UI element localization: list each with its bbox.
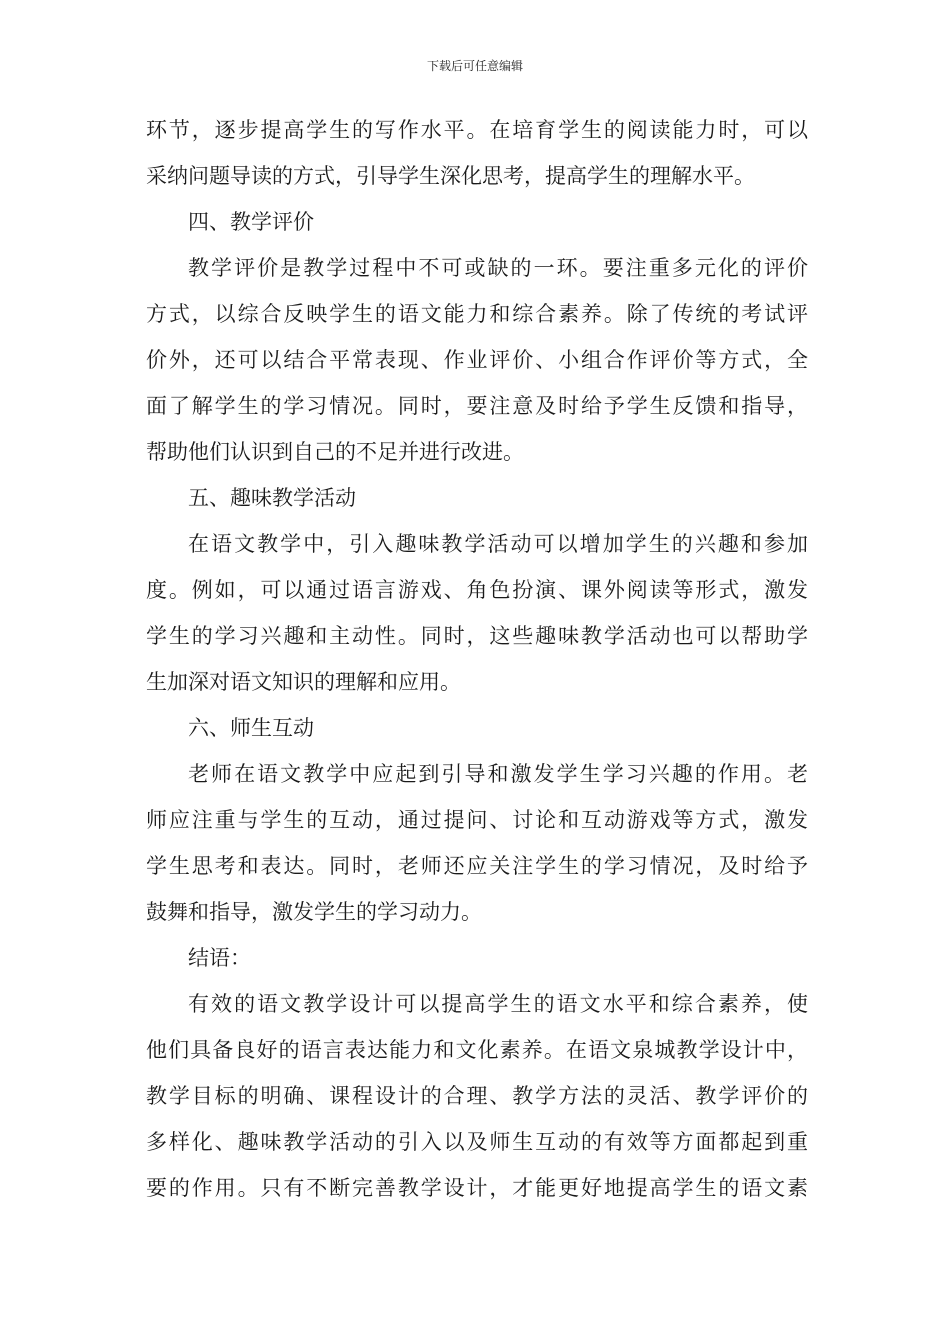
section-heading: 四、教学评价 bbox=[188, 210, 314, 234]
paragraph bbox=[146, 521, 808, 705]
paragraph bbox=[146, 245, 808, 475]
text-line: 度。例如，可以通过语言游戏、角色扮演、课外阅读等形式，激发 bbox=[146, 578, 808, 602]
text-line: 帮助他们认识到自己的不足并进行改进。 bbox=[146, 440, 524, 464]
text-line: 学生的学习兴趣和主动性。同时，这些趣味教学活动也可以帮助学 bbox=[146, 624, 808, 648]
paragraph bbox=[146, 751, 808, 935]
text-line: 教学目标的明确、课程设计的合理、教学方法的灵活、教学评价的 bbox=[146, 1084, 808, 1108]
text-line: 采纳问题导读的方式，引导学生深化思考，提高学生的理解水平。 bbox=[146, 164, 755, 188]
page-header: 下载后可任意编辑 bbox=[426, 59, 523, 73]
text-line: 教学评价是教学过程中不可或缺的一环。要注重多元化的评价 bbox=[188, 256, 808, 280]
text-line: 在语文教学中，引入趣味教学活动可以增加学生的兴趣和参加 bbox=[188, 532, 808, 556]
text-line: 环节，逐步提高学生的写作水平。在培育学生的阅读能力时，可以 bbox=[146, 118, 808, 142]
text-line: 生加深对语文知识的理解和应用。 bbox=[146, 670, 461, 694]
paragraph bbox=[146, 981, 808, 1211]
paragraph bbox=[146, 107, 808, 199]
text-line: 师应注重与学生的互动，通过提问、讨论和互动游戏等方式，激发 bbox=[146, 808, 808, 832]
section-heading: 结语： bbox=[188, 946, 251, 970]
text-line: 价外，还可以结合平常表现、作业评价、小组合作评价等方式，全 bbox=[146, 348, 808, 372]
section-heading: 六、师生互动 bbox=[188, 716, 314, 740]
text-line: 要的作用。只有不断完善教学设计，才能更好地提高学生的语文素 bbox=[146, 1176, 808, 1200]
text-line: 鼓舞和指导，激发学生的学习动力。 bbox=[146, 900, 482, 924]
document-body bbox=[146, 107, 808, 1211]
section-heading: 五、趣味教学活动 bbox=[188, 486, 356, 510]
text-line: 方式，以综合反映学生的语文能力和综合素养。除了传统的考试评 bbox=[146, 302, 808, 326]
text-line: 面了解学生的学习情况。同时，要注意及时给予学生反馈和指导， bbox=[146, 394, 808, 418]
text-line: 有效的语文教学设计可以提高学生的语文水平和综合素养，使 bbox=[188, 992, 808, 1016]
text-line: 他们具备良好的语言表达能力和文化素养。在语文泉城教学设计中， bbox=[146, 1038, 808, 1062]
text-line: 多样化、趣味教学活动的引入以及师生互动的有效等方面都起到重 bbox=[146, 1130, 808, 1154]
text-line: 老师在语文教学中应起到引导和激发学生学习兴趣的作用。老 bbox=[188, 762, 808, 786]
text-line: 学生思考和表达。同时，老师还应关注学生的学习情况，及时给予 bbox=[146, 854, 808, 878]
